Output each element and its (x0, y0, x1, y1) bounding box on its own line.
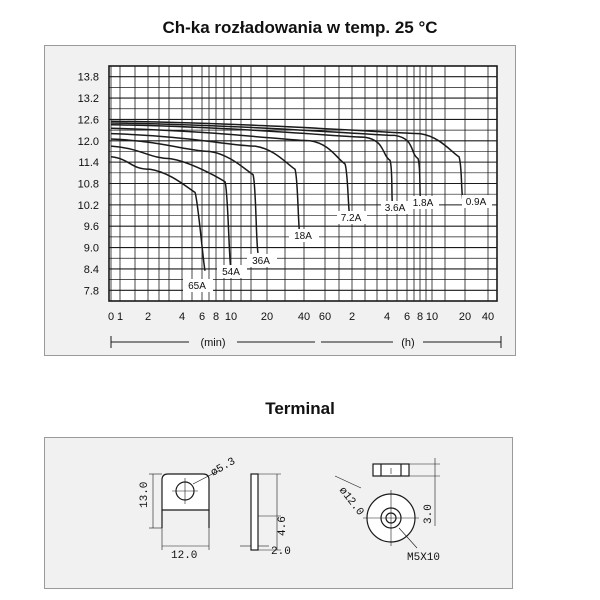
series-label: 0.9A (465, 197, 487, 208)
y-tick-label: 9.0 (83, 242, 99, 255)
terminal-front-view (149, 470, 220, 550)
y-tick-label: 8.4 (83, 263, 99, 276)
dim-hole-dia: ø5.3 (209, 455, 238, 480)
x-tick-label: 1 (116, 311, 124, 323)
terminal-side-view (240, 474, 281, 550)
y-tick-label: 13.8 (77, 71, 99, 84)
y-tick-label: 7.8 (83, 285, 99, 298)
x-tick-label: 10 (224, 311, 238, 323)
x-tick-label: 10 (425, 311, 439, 323)
dim-circle-dia: ø12.0 (335, 485, 366, 519)
series-label: 18A (294, 231, 312, 242)
series-label: 3.6A (384, 203, 406, 214)
x-tick-label: 60 (318, 311, 332, 323)
y-tick-label: 9.6 (83, 221, 99, 234)
dim-width: 12.0 (171, 550, 198, 562)
discharge-chart (45, 46, 515, 355)
dim-thickness: 2.0 (271, 546, 291, 558)
series-label: 36A (252, 256, 270, 267)
x-tick-label: 8 (416, 311, 424, 323)
series-label: 54A (222, 267, 240, 278)
x-tick-label: 0 (107, 311, 115, 323)
y-tick-label: 10.2 (77, 199, 99, 212)
dim-offset: 4.6 (277, 516, 289, 536)
chart-panel (44, 45, 516, 356)
x-tick-label: 40 (297, 311, 311, 323)
x-tick-label: 40 (481, 311, 495, 323)
chart-title: Ch-ka rozładowania w temp. 25 °C (162, 18, 438, 37)
y-tick-label: 12.6 (77, 114, 99, 127)
x-tick-label: 8 (212, 311, 220, 323)
y-tick-label: 12.0 (77, 135, 99, 148)
x-tick-label: 6 (403, 311, 411, 323)
dim-height: 13.0 (139, 481, 151, 508)
y-tick-label: 10.8 (77, 178, 99, 191)
y-tick-label: 11.4 (78, 157, 99, 170)
series-label: 65A (188, 281, 206, 292)
dim-side-height: 3.0 (423, 504, 435, 524)
x-tick-label: 6 (198, 311, 206, 323)
terminal-panel (44, 437, 513, 589)
x-tick-label: 2 (144, 311, 152, 323)
unit-label-min: (min) (200, 337, 226, 349)
x-tick-label: 4 (383, 311, 391, 323)
x-tick-label: 2 (348, 311, 356, 323)
x-tick-label: 4 (178, 311, 186, 323)
x-tick-label: 20 (458, 311, 472, 323)
series-label: 7.2A (340, 213, 362, 224)
x-tick-label: 20 (260, 311, 274, 323)
y-tick-label: 13.2 (77, 93, 99, 106)
dim-bolt: M5X10 (407, 552, 441, 564)
terminal-title: Terminal (265, 399, 335, 418)
unit-label-h: (h) (401, 337, 415, 349)
series-label: 1.8A (412, 198, 434, 209)
terminal-drawing (45, 438, 512, 588)
